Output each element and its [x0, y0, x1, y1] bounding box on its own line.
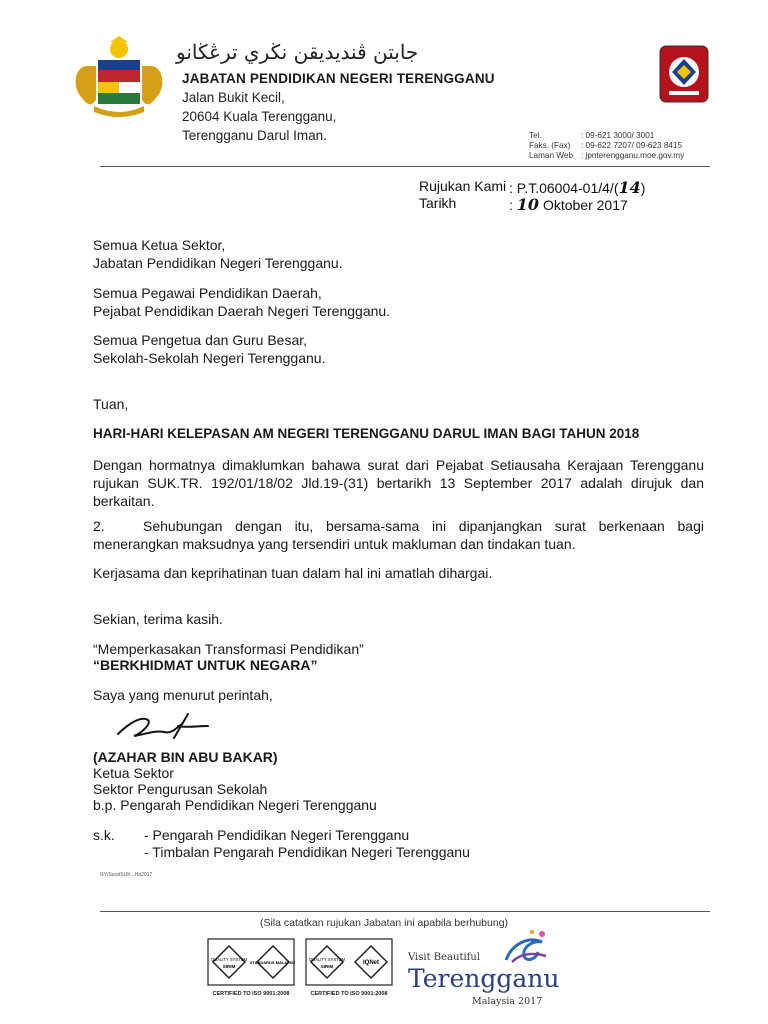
contact-value: : 09-622 7207/ 09-623 8415 — [581, 141, 683, 150]
signatory-title-1: Ketua Sektor — [93, 765, 174, 781]
contact-value: : jpnterengganu.moe.gov.my — [581, 151, 685, 160]
paragraph-1: Dengan hormatnya dimaklumkan bahawa surat dari Pejabat Setiausaha Kerajaan Terengganu rujukan SUK.TR. 192/01/18/02 Jld.19-(31) bertarikh 13 September 2017 adalah dirujuk dan berkaitan. — [93, 457, 704, 509]
footer-note: (Sila catatkan rujukan Jabatan ini apabila berhubung) — [259, 917, 509, 929]
recipient-2 — [93, 284, 390, 320]
footer-divider — [100, 911, 710, 912]
recipient-line: Semua Pegawai Pendidikan Daerah, — [93, 285, 322, 301]
motto-line-2: “BERKHIDMAT UNTUK NEGARA” — [93, 657, 318, 673]
ref-number: : P.T.06004-01/4/( — [509, 180, 619, 196]
badge-caption: CERTIFIED TO ISO 9001:2008 — [310, 991, 388, 997]
recipient-line: Jabatan Pendidikan Negeri Terengganu. — [93, 255, 343, 271]
tourism-name-text: Terengganu — [408, 964, 560, 993]
contact-label: Tel. — [529, 131, 542, 140]
date-value — [509, 195, 628, 214]
file-code: NY/SuratSUK...Ha2017 — [100, 872, 153, 878]
quality-system-badge-icon — [305, 938, 393, 986]
order-line: Saya yang menurut perintah, — [93, 687, 273, 703]
motto-line-1: “Memperkasakan Transformasi Pendidikan” — [93, 641, 364, 657]
recipient-line: Pejabat Pendidikan Daerah Negeri Terengganu. — [93, 303, 391, 319]
contact-value: : 09-621 3000/ 3001 — [581, 131, 655, 140]
signatory-name: (AZAHAR BIN ABU BAKAR) — [93, 749, 278, 765]
contact-tel — [529, 131, 654, 140]
date-handwritten: 10 — [516, 195, 540, 214]
paragraph-2-number: 2. — [93, 518, 105, 534]
department-name: JABATAN PENDIDIKAN NEGERI TERENGGANU — [182, 71, 495, 86]
ref-handwritten: 14 — [618, 178, 641, 197]
badge-mid-text: IQNet — [362, 960, 380, 966]
recipient-line: Sekolah-Sekolah Negeri Terengganu. — [93, 350, 326, 366]
badge-caption: CERTIFIED TO ISO 9001:2008 — [212, 991, 290, 997]
contact-fax — [529, 141, 682, 150]
badge-sub-text: SIRIM — [320, 964, 334, 969]
jpn-terengganu-logo-icon — [659, 45, 709, 103]
ref-label: Rujukan Kami — [419, 178, 507, 194]
iso-badge-sirim — [207, 938, 295, 997]
contact-label: Faks. (Fax) — [529, 141, 571, 150]
quality-system-badge-icon — [207, 938, 295, 986]
badge-sub-text: SIRIM — [222, 964, 236, 969]
address-line-3: Terengganu Darul Iman. — [182, 128, 327, 143]
malaysia-coat-of-arms-icon — [66, 36, 172, 120]
signatory-title-3: b.p. Pengarah Pendidikan Negeri Terengganu — [93, 797, 377, 813]
address-line-1: Jalan Bukit Kecil, — [182, 90, 285, 105]
paragraph-3: Kerjasama dan keprihatinan tuan dalam hal ini amatlah dihargai. — [93, 565, 493, 581]
recipient-3 — [93, 331, 325, 367]
date-month-year: Oktober 2017 — [542, 197, 628, 213]
contact-label: Laman Web — [529, 151, 573, 160]
badge-mid-text: STANDARDS MALAYSIA — [249, 960, 295, 965]
signatory-title-2: Sektor Pengurusan Sekolah — [93, 781, 268, 797]
badge-top-text: QUALITY SYSTEM — [308, 957, 346, 962]
visit-terengganu-logo — [408, 926, 558, 1011]
address-line-2: 20604 Kuala Terengganu, — [182, 109, 337, 124]
recipient-line: Semua Ketua Sektor, — [93, 237, 226, 253]
recipient-1 — [93, 236, 343, 272]
salutation: Tuan, — [93, 396, 129, 412]
contact-web — [529, 151, 684, 160]
tourism-visit-text: Visit Beautiful — [408, 952, 480, 963]
cc-item-2: - Timbalan Pengarah Pendidikan Negeri Terengganu — [144, 844, 470, 860]
tourism-year-text: Malaysia 2017 — [472, 996, 543, 1007]
cc-label: s.k. — [93, 827, 115, 843]
cc-item-1: - Pengarah Pendidikan Negeri Terengganu — [144, 827, 410, 843]
letter-subject: HARI-HARI KELEPASAN AM NEGERI TERENGGANU DARUL IMAN BAGI TAHUN 2018 — [93, 426, 640, 441]
date-label: Tarikh — [419, 195, 457, 211]
closing: Sekian, terima kasih. — [93, 611, 223, 627]
department-jawi-script: جابتن ڤنديديقن نڬري ترڠڬانو — [176, 40, 419, 64]
swirl-ornament-icon — [502, 926, 550, 966]
date-colon: : — [509, 197, 513, 213]
recipient-line: Semua Pengetua dan Guru Besar, — [93, 332, 308, 348]
paragraph-2: Sehubungan dengan itu, bersama-sama ini dipanjangkan surat berkenaan bagi menerangkan maksudnya yang tersendiri untuk makluman dan tindakan tuan. — [93, 518, 704, 552]
badge-top-text: QUALITY SYSTEM — [210, 957, 248, 962]
ref-close: ) — [640, 180, 646, 196]
handwritten-signature-icon — [112, 708, 222, 746]
iso-badge-iqnet — [305, 938, 393, 997]
header-divider — [100, 166, 710, 167]
